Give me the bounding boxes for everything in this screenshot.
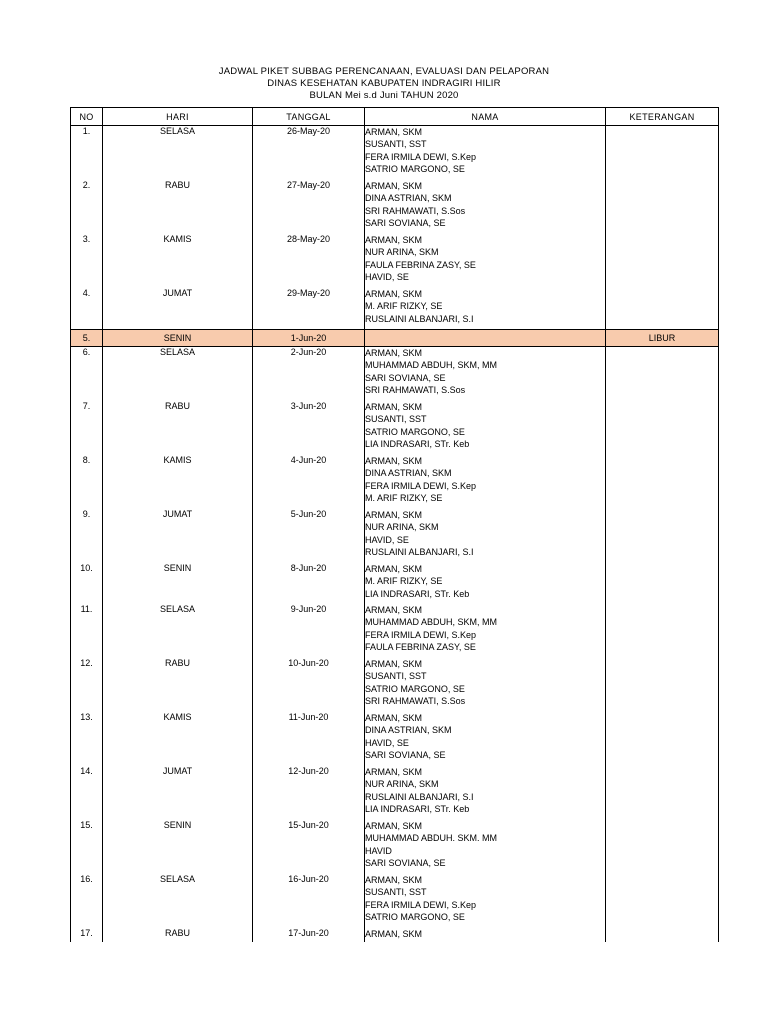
table-body (71, 126, 719, 943)
cell-keterangan: LIBUR (606, 330, 719, 347)
cell-tanggal: 10-Jun-20 (253, 658, 365, 712)
staff-name: DINA ASTRIAN, SKM (365, 468, 452, 479)
table-row (71, 401, 719, 455)
header-keterangan: KETERANGAN (606, 108, 719, 126)
cell-hari: RABU (103, 180, 253, 234)
cell-no: 8. (71, 455, 103, 509)
cell-no: 1. (71, 126, 103, 181)
staff-name: ARMAN, SKM (365, 456, 423, 466)
table-row (71, 712, 719, 766)
staff-name: ARMAN, SKM (365, 767, 423, 777)
staff-name: ARMAN, SKM (365, 348, 423, 358)
staff-name: NUR ARINA, SKM (365, 779, 439, 790)
cell-tanggal: 15-Jun-20 (253, 820, 365, 874)
cell-no: 11. (71, 604, 103, 658)
staff-name: SATRIO MARGONO, SE (365, 911, 465, 922)
staff-name: FAULA FEBRINA ZASY, SE (365, 641, 476, 652)
cell-hari: JUMAT (103, 509, 253, 563)
staff-name: M. ARIF RIZKY, SE (365, 492, 443, 503)
staff-name: ARMAN, SKM (365, 821, 423, 831)
cell-tanggal: 17-Jun-20 (253, 928, 365, 942)
cell-nama (365, 401, 606, 455)
cell-nama (365, 455, 606, 509)
cell-tanggal: 11-Jun-20 (253, 712, 365, 766)
cell-nama (365, 288, 606, 330)
staff-name: ARMAN, SKM (365, 235, 423, 245)
cell-keterangan (606, 126, 719, 181)
staff-name: ARMAN, SKM (365, 713, 423, 723)
cell-hari: SENIN (103, 820, 253, 874)
cell-tanggal: 16-Jun-20 (253, 874, 365, 928)
cell-hari: SELASA (103, 126, 253, 181)
cell-keterangan (606, 712, 719, 766)
cell-no: 12. (71, 658, 103, 712)
title-line-2: DINAS KESEHATAN KABUPATEN INDRAGIRI HILIR (267, 78, 501, 89)
staff-name: ARMAN, SKM (365, 875, 423, 885)
staff-name: ARMAN, SKM (365, 289, 423, 299)
cell-nama (365, 820, 606, 874)
staff-name: HAVID, SE (365, 271, 409, 282)
table-row (71, 820, 719, 874)
cell-nama (365, 712, 606, 766)
cell-no: 2. (71, 180, 103, 234)
cell-keterangan (606, 347, 719, 402)
staff-name: NUR ARINA, SKM (365, 522, 439, 533)
cell-keterangan (606, 604, 719, 658)
cell-hari: JUMAT (103, 288, 253, 330)
cell-keterangan (606, 658, 719, 712)
cell-no: 4. (71, 288, 103, 330)
table-row (71, 234, 719, 288)
cell-tanggal: 9-Jun-20 (253, 604, 365, 658)
cell-nama (365, 928, 606, 942)
staff-name: SARI SOVIANA, SE (365, 857, 446, 868)
table-row (71, 563, 719, 604)
cell-keterangan (606, 288, 719, 330)
staff-name: SARI SOVIANA, SE (365, 372, 446, 383)
staff-name: SATRIO MARGONO, SE (365, 683, 465, 694)
staff-name: ARMAN, SKM (365, 402, 423, 412)
staff-name: SARI SOVIANA, SE (365, 217, 446, 228)
cell-tanggal: 1-Jun-20 (253, 330, 365, 347)
staff-name: MUHAMMAD ABDUH. SKM. MM (365, 833, 498, 844)
table-row (71, 126, 719, 181)
staff-name: NUR ARINA, SKM (365, 247, 439, 258)
cell-keterangan (606, 180, 719, 234)
staff-name: SATRIO MARGONO, SE (365, 163, 465, 174)
cell-keterangan (606, 401, 719, 455)
cell-no: 13. (71, 712, 103, 766)
staff-name: SRI RAHMAWATI, S.Sos (365, 384, 466, 395)
header-hari: HARI (103, 108, 253, 126)
staff-name: SUSANTI, SST (365, 671, 427, 682)
cell-no: 10. (71, 563, 103, 604)
staff-name: RUSLAINI ALBANJARI, S.I (365, 791, 474, 802)
cell-no: 15. (71, 820, 103, 874)
cell-nama (365, 509, 606, 563)
cell-hari: SELASA (103, 874, 253, 928)
table-row (71, 180, 719, 234)
staff-name: M. ARIF RIZKY, SE (365, 576, 443, 587)
staff-name: ARMAN, SKM (365, 127, 423, 137)
header-nama: NAMA (365, 108, 606, 126)
staff-name: HAVID (365, 845, 392, 856)
staff-name: LIA INDRASARI, STr. Keb (365, 438, 470, 449)
cell-keterangan (606, 563, 719, 604)
cell-tanggal: 12-Jun-20 (253, 766, 365, 820)
cell-no: 5. (71, 330, 103, 347)
cell-hari: KAMIS (103, 234, 253, 288)
staff-name: ARMAN, SKM (365, 510, 423, 520)
table-row (71, 928, 719, 942)
cell-tanggal: 4-Jun-20 (253, 455, 365, 509)
cell-no: 17. (71, 928, 103, 942)
header-no: NO (71, 108, 103, 126)
cell-hari: KAMIS (103, 712, 253, 766)
staff-name: SRI RAHMAWATI, S.Sos (365, 695, 466, 706)
cell-tanggal: 5-Jun-20 (253, 509, 365, 563)
cell-nama (365, 126, 606, 181)
staff-name: SARI SOVIANA, SE (365, 749, 446, 760)
staff-name: LIA INDRASARI, STr. Keb (365, 588, 470, 599)
staff-name: ARMAN, SKM (365, 929, 423, 939)
cell-hari: KAMIS (103, 455, 253, 509)
cell-hari: RABU (103, 401, 253, 455)
duty-roster-table (70, 107, 719, 942)
staff-name: DINA ASTRIAN, SKM (365, 193, 452, 204)
staff-name: ARMAN, SKM (365, 564, 423, 574)
cell-tanggal: 29-May-20 (253, 288, 365, 330)
staff-name: ARMAN, SKM (365, 659, 423, 669)
table-row (71, 874, 719, 928)
cell-hari: SELASA (103, 604, 253, 658)
staff-name: RUSLAINI ALBANJARI, S.I (365, 546, 474, 557)
cell-tanggal: 8-Jun-20 (253, 563, 365, 604)
staff-name: RUSLAINI ALBANJARI, S.I (365, 313, 474, 324)
cell-nama (365, 766, 606, 820)
table-row (71, 455, 719, 509)
document-title (0, 66, 768, 102)
table-row (71, 347, 719, 402)
cell-nama (365, 180, 606, 234)
cell-no: 9. (71, 509, 103, 563)
cell-nama (365, 347, 606, 402)
cell-keterangan (606, 455, 719, 509)
cell-no: 3. (71, 234, 103, 288)
cell-keterangan (606, 509, 719, 563)
cell-nama (365, 658, 606, 712)
cell-tanggal: 3-Jun-20 (253, 401, 365, 455)
title-line-1: JADWAL PIKET SUBBAG PERENCANAAN, EVALUASI DAN PELAPORAN (218, 66, 550, 77)
staff-name: HAVID, SE (365, 737, 409, 748)
cell-keterangan (606, 820, 719, 874)
cell-hari: RABU (103, 928, 253, 942)
cell-nama (365, 563, 606, 604)
staff-name: HAVID, SE (365, 534, 409, 545)
staff-name: SUSANTI, SST (365, 414, 427, 425)
cell-hari: SENIN (103, 330, 253, 347)
title-line-3: BULAN Mei s.d Juni TAHUN 2020 (309, 90, 459, 101)
table-row (71, 330, 719, 347)
staff-name: ARMAN, SKM (365, 605, 423, 615)
table-row (71, 509, 719, 563)
staff-name: FERA IRMILA DEWI, S.Kep (365, 480, 477, 491)
staff-name: MUHAMMAD ABDUH, SKM, MM (365, 360, 498, 371)
cell-nama (365, 234, 606, 288)
staff-name: FERA IRMILA DEWI, S.Kep (365, 629, 477, 640)
cell-hari: JUMAT (103, 766, 253, 820)
cell-no: 16. (71, 874, 103, 928)
staff-name: MUHAMMAD ABDUH, SKM, MM (365, 617, 498, 628)
staff-name: M. ARIF RIZKY, SE (365, 301, 443, 312)
staff-name: SATRIO MARGONO, SE (365, 426, 465, 437)
cell-hari: RABU (103, 658, 253, 712)
cell-tanggal: 27-May-20 (253, 180, 365, 234)
cell-nama (365, 604, 606, 658)
cell-keterangan (606, 874, 719, 928)
table-row (71, 288, 719, 330)
staff-name: FERA IRMILA DEWI, S.Kep (365, 899, 477, 910)
cell-keterangan (606, 928, 719, 942)
cell-keterangan (606, 234, 719, 288)
header-tanggal: TANGGAL (253, 108, 365, 126)
cell-hari: SENIN (103, 563, 253, 604)
cell-hari: SELASA (103, 347, 253, 402)
staff-name: SRI RAHMAWATI, S.Sos (365, 205, 466, 216)
cell-nama (365, 330, 606, 347)
cell-no: 7. (71, 401, 103, 455)
table-header-row (71, 108, 719, 126)
table-row (71, 658, 719, 712)
staff-name: SUSANTI, SST (365, 139, 427, 150)
table-row (71, 604, 719, 658)
cell-no: 6. (71, 347, 103, 402)
staff-name: DINA ASTRIAN, SKM (365, 725, 452, 736)
staff-name: ARMAN, SKM (365, 181, 423, 191)
table-row (71, 766, 719, 820)
staff-name: SUSANTI, SST (365, 887, 427, 898)
cell-keterangan (606, 766, 719, 820)
staff-name: FERA IRMILA DEWI, S.Kep (365, 151, 477, 162)
cell-tanggal: 2-Jun-20 (253, 347, 365, 402)
cell-nama (365, 874, 606, 928)
staff-name: LIA INDRASARI, STr. Keb (365, 803, 470, 814)
cell-tanggal: 26-May-20 (253, 126, 365, 181)
cell-no: 14. (71, 766, 103, 820)
staff-name: FAULA FEBRINA ZASY, SE (365, 259, 476, 270)
cell-tanggal: 28-May-20 (253, 234, 365, 288)
